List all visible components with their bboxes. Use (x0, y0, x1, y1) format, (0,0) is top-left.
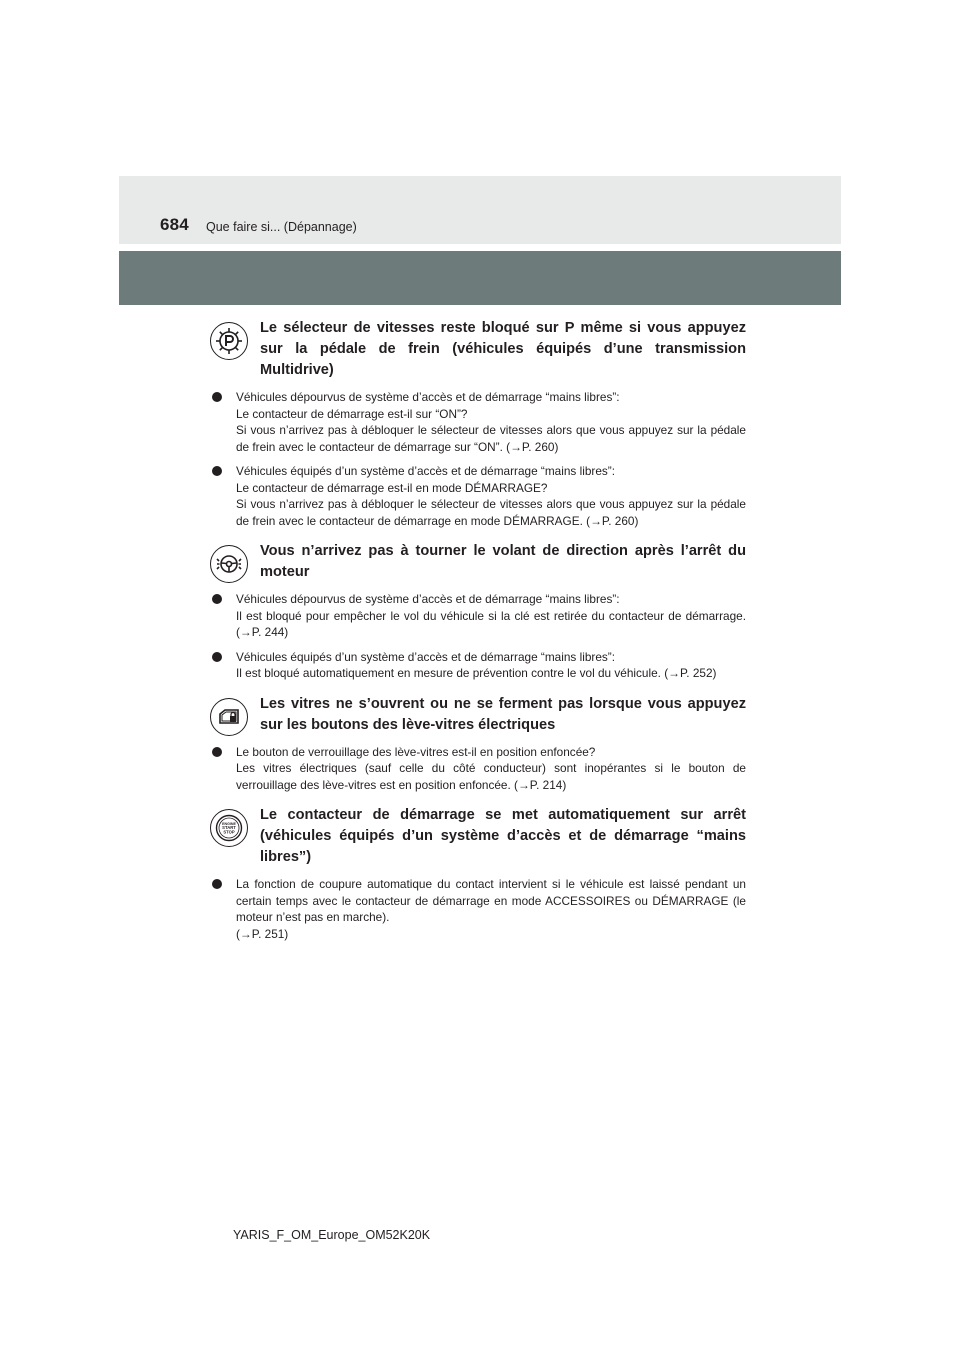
list-item (212, 744, 746, 794)
bullet-text: Véhicules équipés d’un système d’accès et de démarrage “mains libres”: Il est bloqué automatiquement en mesure de prévention contre le vol du véhicule. (→P. 252) (236, 649, 717, 680)
bullet-dot (212, 466, 222, 476)
list-item (212, 876, 746, 942)
block-title: Le contacteur de démarrage se met automatiquement sur arrêt (véhicules équipés d’un système d’accès et de démarrage “mains libres”) (260, 807, 746, 865)
trouble-block-auto-power-off (210, 805, 746, 942)
bullet-text: La fonction de coupure automatique du contact intervient si le véhicule est laissé pendant un certain temps avec le contacteur de démarrage en mode ACCESSOIRES ou DÉMARRAGE (le moteur n’est pas en marche). (→P. 251) (236, 877, 746, 941)
list-item (212, 463, 746, 529)
svg-text:ENGINE: ENGINE (222, 821, 236, 826)
trouble-block-shift-lock (210, 318, 746, 529)
document-code: YARIS_F_OM_Europe_OM52K20K (233, 1228, 431, 1242)
bullet-dot (212, 392, 222, 402)
engine-start-stop-icon (210, 809, 248, 847)
window-lock-icon (210, 698, 248, 736)
bullet-text: Le bouton de verrouillage des lève-vitres est-il en position enfoncée? Les vitres électriques (sauf celle du côté conducteur) sont inopérantes si le bouton de verrouillage des lève-vitres est en position enfoncée. (→P. 214) (236, 744, 746, 792)
bullet-dot (212, 652, 222, 662)
list-item (212, 591, 746, 641)
shift-lock-p-icon (210, 322, 248, 360)
steering-lock-icon (210, 545, 248, 583)
block-title: Les vitres ne s’ouvrent ou ne se ferment pas lorsque vous appuyez sur les boutons des lève-vitres électriques (260, 695, 746, 733)
block-title: Vous n’arrivez pas à tourner le volant de direction après l’arrêt du moteur (260, 543, 746, 580)
trouble-block-steering-lock (210, 541, 746, 682)
bullet-dot (212, 594, 222, 604)
bullet-dot (212, 747, 222, 757)
block-heading (210, 805, 746, 868)
bullet-text: Véhicules dépourvus de système d’accès et de démarrage “mains libres”: Le contacteur de démarrage est-il sur “ON”? Si vous n’arrivez pas à débloquer le sélecteur de vitesses alors que vous appuyez sur la pédale de frein avec le contacteur de démarrage sur “ON”. (→P. 260) (236, 390, 746, 454)
bullet-text: Véhicules équipés d’un système d’accès et de démarrage “mains libres”: Le contacteur de démarrage est-il en mode DÉMARRAGE? Si vous n’arrivez pas à débloquer le sélecteur de vitesses alors que vous appuyez sur la pédale de frein avec le contacteur de démarrage en mode DÉMARRAGE. (→P. 260) (236, 464, 746, 528)
page-number: 684 (160, 215, 189, 234)
chapter-bar (119, 251, 841, 305)
block-heading (210, 318, 746, 381)
trouble-block-power-windows (210, 694, 746, 794)
bullet-text: Véhicules dépourvus de système d’accès et de démarrage “mains libres”: Il est bloqué pour empêcher le vol du véhicule si la clé est retirée du contacteur de démarrage. (→P. 244) (236, 592, 746, 639)
page-content (210, 318, 746, 954)
section-title: Que faire si... (Dépannage) (206, 220, 357, 234)
list-item (212, 389, 746, 455)
list-item (212, 649, 746, 682)
svg-text:STOP: STOP (223, 829, 235, 835)
block-heading (210, 541, 746, 583)
block-title: Le sélecteur de vitesses reste bloqué sur P même si vous appuyez sur la pédale de frein (véhicules équipés d’une transmission Multidrive) (260, 320, 746, 378)
svg-text:START: START (222, 825, 236, 831)
bullet-dot (212, 879, 222, 889)
block-heading (210, 694, 746, 736)
